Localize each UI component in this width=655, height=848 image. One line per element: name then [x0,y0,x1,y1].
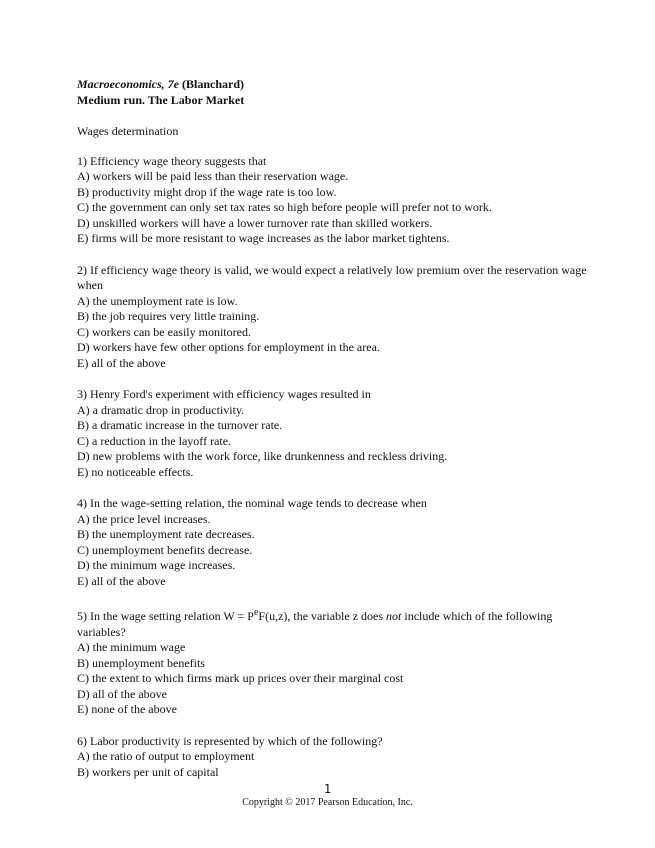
question-4 [77,496,597,589]
answer-option: B) unemployment benefits [77,655,205,670]
section-heading: Wages determination [77,124,179,138]
answer-option: C) the government can only set tax rates so high before people will prefer not to work. [77,200,492,214]
answer-option: B) workers per unit of capital [77,764,219,779]
answer-option: E) all of the above [77,573,166,588]
answer-option: E) all of the above [77,355,166,370]
answer-option: A) a dramatic drop in productivity. [77,402,245,417]
answer-option: A) the price level increases. [77,511,211,526]
answer-option: E) no noticeable effects. [77,464,194,479]
page-content [77,77,597,780]
question-stem: 6) Labor productivity is represented by which of the following? [77,733,383,748]
question-stem: 1) Efficiency wage theory suggests that [77,153,267,168]
answer-option: D) new problems with the work force, like drunkenness and reckless driving. [77,449,448,463]
answer-option: C) workers can be easily monitored. [77,324,251,339]
answer-option: A) the ratio of output to employment [77,749,255,763]
question-stem: 2) If efficiency wage theory is valid, we would expect a relatively low premium over the reservation wage when [77,262,587,292]
book-line [77,77,597,93]
superscript-e: e [253,607,259,618]
answer-option: D) unskilled workers will have a lower turnover rate than skilled workers. [77,215,433,230]
question-stem: 3) Henry Ford's experiment with efficiency wages resulted in [77,387,371,401]
answer-option: D) all of the above [77,686,167,701]
answer-option: B) the unemployment rate decreases. [77,527,255,541]
question-6 [77,734,597,781]
chapter-title: Medium run. The Labor Market [77,92,245,107]
question-stem: 4) In the wage-setting relation, the nominal wage tends to decrease when [77,496,427,510]
answer-option: D) the minimum wage increases. [77,558,236,572]
question-2 [77,263,597,372]
question-stem: 5) In the wage setting relation $W = P^eF(u,z)$, the variable z does not include which of the following variables? [77,607,553,639]
answer-option: B) a dramatic increase in the turnover rate. [77,418,283,432]
answer-option: D) workers have few other options for employment in the area. [77,340,380,354]
answer-option: C) unemployment benefits decrease. [77,542,253,557]
question-3 [77,387,597,480]
page-number: 1 [323,782,332,796]
answer-option: A) the unemployment rate is low. [77,293,238,308]
answer-option: B) productivity might drop if the wage rate is too low. [77,184,337,199]
question-5 [77,605,597,718]
answer-option: A) workers will be paid less than their reservation wage. [77,169,349,183]
answer-option: A) the minimum wage [77,640,186,654]
answer-option: B) the job requires very little training. [77,309,260,323]
answer-option: E) firms will be more resistant to wage increases as the labor market tightens. [77,231,450,245]
book-title: Macroeconomics, 7e [77,77,179,91]
answer-option: C) a reduction in the layoff rate. [77,433,232,448]
copyright-notice: Copyright © 2017 Pearson Education, Inc. [242,797,413,808]
book-author: (Blanchard) [178,77,244,91]
answer-option: E) none of the above [77,702,177,716]
document-header [77,77,597,108]
answer-option: C) the extent to which firms mark up prices over their marginal cost [77,671,404,685]
emphasis-not: not [386,609,402,623]
question-1 [77,154,597,247]
